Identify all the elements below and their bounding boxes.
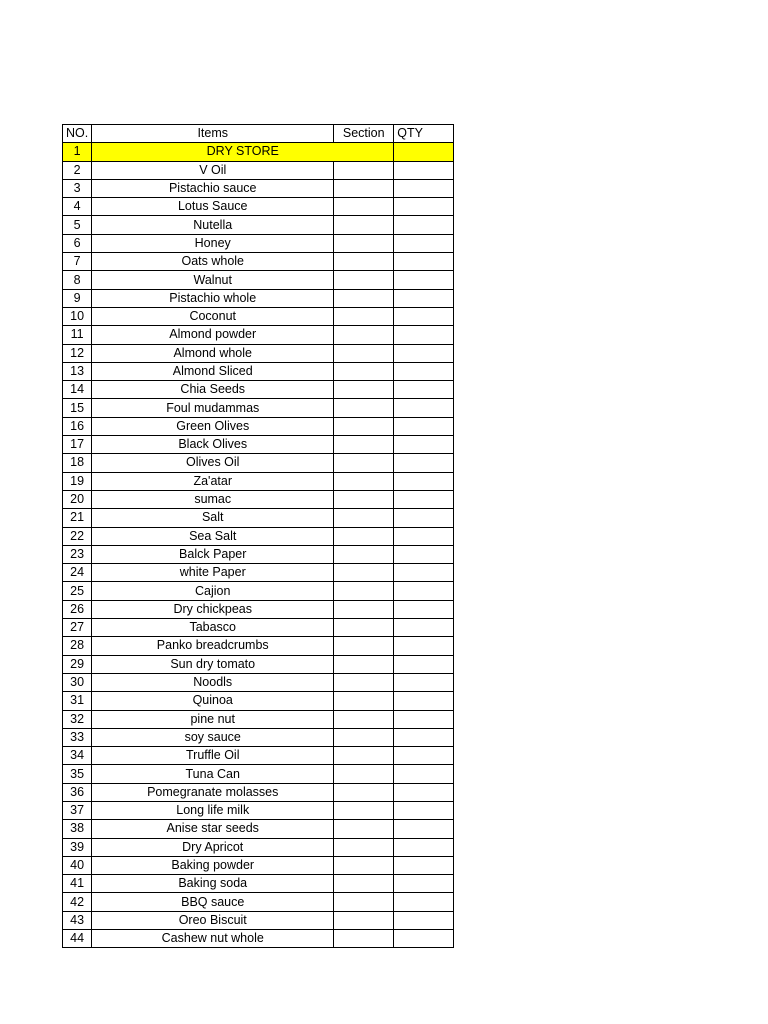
item-name-cell[interactable]: soy sauce bbox=[92, 728, 334, 746]
section-cell[interactable] bbox=[334, 692, 394, 710]
row-number-cell[interactable]: 33 bbox=[63, 728, 92, 746]
item-name-cell[interactable]: Truffle Oil bbox=[92, 747, 334, 765]
section-cell[interactable] bbox=[334, 582, 394, 600]
section-cell[interactable] bbox=[334, 564, 394, 582]
table-row bbox=[63, 692, 454, 710]
table-row bbox=[63, 289, 454, 307]
table-row bbox=[63, 271, 454, 289]
item-name-cell[interactable]: Quinoa bbox=[92, 692, 334, 710]
table-row bbox=[63, 381, 454, 399]
table-row bbox=[63, 198, 454, 216]
section-cell[interactable] bbox=[334, 545, 394, 563]
row-number-cell[interactable]: 39 bbox=[63, 838, 92, 856]
item-name-cell[interactable]: Cajion bbox=[92, 582, 334, 600]
table-row bbox=[63, 179, 454, 197]
section-no[interactable]: 1 bbox=[63, 143, 92, 161]
qty-cell[interactable] bbox=[394, 234, 454, 252]
inventory-table bbox=[62, 124, 454, 948]
table-row bbox=[63, 838, 454, 856]
qty-cell[interactable] bbox=[394, 600, 454, 618]
item-name-cell[interactable]: sumac bbox=[92, 490, 334, 508]
table-row bbox=[63, 801, 454, 819]
row-number-cell[interactable]: 26 bbox=[63, 600, 92, 618]
item-name-cell[interactable]: Cashew nut whole bbox=[92, 930, 334, 948]
section-cell[interactable] bbox=[334, 820, 394, 838]
table-row bbox=[63, 307, 454, 325]
qty-cell[interactable] bbox=[394, 911, 454, 929]
item-name-cell[interactable]: Baking powder bbox=[92, 856, 334, 874]
section-cell[interactable] bbox=[334, 930, 394, 948]
section-cell[interactable] bbox=[334, 436, 394, 454]
item-name-cell[interactable]: white Paper bbox=[92, 564, 334, 582]
qty-cell[interactable] bbox=[394, 509, 454, 527]
table-row bbox=[63, 436, 454, 454]
section-cell[interactable] bbox=[334, 198, 394, 216]
qty-cell[interactable] bbox=[394, 930, 454, 948]
table-row bbox=[63, 710, 454, 728]
section-cell[interactable] bbox=[334, 911, 394, 929]
qty-cell[interactable] bbox=[394, 527, 454, 545]
table-row bbox=[63, 582, 454, 600]
table-row bbox=[63, 728, 454, 746]
qty-cell[interactable] bbox=[394, 801, 454, 819]
qty-cell[interactable] bbox=[394, 673, 454, 691]
section-cell[interactable] bbox=[334, 747, 394, 765]
qty-cell[interactable] bbox=[394, 728, 454, 746]
section-cell[interactable] bbox=[334, 307, 394, 325]
row-number-cell[interactable]: 19 bbox=[63, 472, 92, 490]
qty-cell[interactable] bbox=[394, 271, 454, 289]
table-row bbox=[63, 747, 454, 765]
item-name-cell[interactable]: Almond powder bbox=[92, 326, 334, 344]
qty-cell[interactable] bbox=[394, 161, 454, 179]
section-cell[interactable] bbox=[334, 783, 394, 801]
header-qty[interactable]: QTY bbox=[394, 125, 454, 143]
section-cell[interactable] bbox=[334, 765, 394, 783]
qty-cell[interactable] bbox=[394, 582, 454, 600]
row-number-cell[interactable]: 41 bbox=[63, 875, 92, 893]
section-cell[interactable] bbox=[334, 637, 394, 655]
qty-cell[interactable] bbox=[394, 655, 454, 673]
section-cell[interactable] bbox=[334, 875, 394, 893]
row-number-cell[interactable]: 20 bbox=[63, 490, 92, 508]
table-row bbox=[63, 216, 454, 234]
row-number-cell[interactable]: 24 bbox=[63, 564, 92, 582]
item-name-cell[interactable]: Almond whole bbox=[92, 344, 334, 362]
table-row bbox=[63, 326, 454, 344]
section-cell[interactable] bbox=[334, 216, 394, 234]
table-row bbox=[63, 765, 454, 783]
row-number-cell[interactable]: 23 bbox=[63, 545, 92, 563]
item-name-cell[interactable]: pine nut bbox=[92, 710, 334, 728]
row-number-cell[interactable]: 25 bbox=[63, 582, 92, 600]
qty-cell[interactable] bbox=[394, 454, 454, 472]
item-name-cell[interactable]: Honey bbox=[92, 234, 334, 252]
row-number-cell[interactable]: 11 bbox=[63, 326, 92, 344]
item-name-cell[interactable]: Panko breadcrumbs bbox=[92, 637, 334, 655]
section-cell[interactable] bbox=[334, 801, 394, 819]
qty-cell[interactable] bbox=[394, 856, 454, 874]
item-name-cell[interactable]: Balck Paper bbox=[92, 545, 334, 563]
row-number-cell[interactable]: 18 bbox=[63, 454, 92, 472]
item-name-cell[interactable]: Anise star seeds bbox=[92, 820, 334, 838]
section-cell[interactable] bbox=[334, 710, 394, 728]
item-name-cell[interactable]: BBQ sauce bbox=[92, 893, 334, 911]
qty-cell[interactable] bbox=[394, 436, 454, 454]
section-label[interactable]: DRY STORE bbox=[92, 143, 394, 161]
row-number-cell[interactable]: 37 bbox=[63, 801, 92, 819]
item-name-cell[interactable]: Long life milk bbox=[92, 801, 334, 819]
table-row bbox=[63, 619, 454, 637]
qty-cell[interactable] bbox=[394, 472, 454, 490]
qty-cell[interactable] bbox=[394, 198, 454, 216]
row-number-cell[interactable]: 28 bbox=[63, 637, 92, 655]
item-name-cell[interactable]: Lotus Sauce bbox=[92, 198, 334, 216]
item-name-cell[interactable]: Walnut bbox=[92, 271, 334, 289]
row-number-cell[interactable]: 21 bbox=[63, 509, 92, 527]
section-cell[interactable] bbox=[334, 417, 394, 435]
qty-cell[interactable] bbox=[394, 289, 454, 307]
table-row bbox=[63, 655, 454, 673]
row-number-cell[interactable]: 42 bbox=[63, 893, 92, 911]
table-row bbox=[63, 490, 454, 508]
qty-cell[interactable] bbox=[394, 179, 454, 197]
item-name-cell[interactable]: Sun dry tomato bbox=[92, 655, 334, 673]
row-number-cell[interactable]: 27 bbox=[63, 619, 92, 637]
item-name-cell[interactable]: Olives Oil bbox=[92, 454, 334, 472]
row-number-cell[interactable]: 38 bbox=[63, 820, 92, 838]
table-row bbox=[63, 856, 454, 874]
table-row bbox=[63, 875, 454, 893]
row-number-cell[interactable]: 16 bbox=[63, 417, 92, 435]
row-number-cell[interactable]: 2 bbox=[63, 161, 92, 179]
section-cell[interactable] bbox=[334, 234, 394, 252]
item-name-cell[interactable]: Sea Salt bbox=[92, 527, 334, 545]
row-number-cell[interactable]: 32 bbox=[63, 710, 92, 728]
qty-cell[interactable] bbox=[394, 399, 454, 417]
row-number-cell[interactable]: 5 bbox=[63, 216, 92, 234]
section-cell[interactable] bbox=[334, 619, 394, 637]
table-row bbox=[63, 911, 454, 929]
row-number-cell[interactable]: 40 bbox=[63, 856, 92, 874]
header-items[interactable]: Items bbox=[92, 125, 334, 143]
qty-cell[interactable] bbox=[394, 344, 454, 362]
section-cell[interactable] bbox=[334, 673, 394, 691]
qty-cell[interactable] bbox=[394, 765, 454, 783]
header-section[interactable]: Section bbox=[334, 125, 394, 143]
item-name-cell[interactable]: Noodls bbox=[92, 673, 334, 691]
qty-cell[interactable] bbox=[394, 747, 454, 765]
section-cell[interactable] bbox=[334, 600, 394, 618]
item-name-cell[interactable]: Foul mudammas bbox=[92, 399, 334, 417]
section-qty-cell[interactable] bbox=[394, 143, 454, 161]
section-cell[interactable] bbox=[334, 838, 394, 856]
section-cell[interactable] bbox=[334, 728, 394, 746]
table-row bbox=[63, 234, 454, 252]
row-number-cell[interactable]: 10 bbox=[63, 307, 92, 325]
table-row bbox=[63, 362, 454, 380]
row-number-cell[interactable]: 35 bbox=[63, 765, 92, 783]
qty-cell[interactable] bbox=[394, 362, 454, 380]
qty-cell[interactable] bbox=[394, 710, 454, 728]
table-row bbox=[63, 600, 454, 618]
section-cell[interactable] bbox=[334, 381, 394, 399]
item-name-cell[interactable]: Black Olives bbox=[92, 436, 334, 454]
item-name-cell[interactable]: Pomegranate molasses bbox=[92, 783, 334, 801]
row-number-cell[interactable]: 44 bbox=[63, 930, 92, 948]
section-cell[interactable] bbox=[334, 893, 394, 911]
qty-cell[interactable] bbox=[394, 326, 454, 344]
inventory-table-body bbox=[63, 125, 454, 948]
row-number-cell[interactable]: 15 bbox=[63, 399, 92, 417]
section-cell[interactable] bbox=[334, 472, 394, 490]
item-name-cell[interactable]: Almond Sliced bbox=[92, 362, 334, 380]
item-name-cell[interactable]: Nutella bbox=[92, 216, 334, 234]
section-cell[interactable] bbox=[334, 856, 394, 874]
table-row bbox=[63, 545, 454, 563]
row-number-cell[interactable]: 6 bbox=[63, 234, 92, 252]
qty-cell[interactable] bbox=[394, 564, 454, 582]
table-row bbox=[63, 527, 454, 545]
row-number-cell[interactable]: 17 bbox=[63, 436, 92, 454]
section-cell[interactable] bbox=[334, 490, 394, 508]
section-cell[interactable] bbox=[334, 179, 394, 197]
section-cell[interactable] bbox=[334, 253, 394, 271]
row-number-cell[interactable]: 43 bbox=[63, 911, 92, 929]
item-name-cell[interactable]: Baking soda bbox=[92, 875, 334, 893]
qty-cell[interactable] bbox=[394, 490, 454, 508]
table-row bbox=[63, 472, 454, 490]
item-name-cell[interactable]: Oreo Biscuit bbox=[92, 911, 334, 929]
section-cell[interactable] bbox=[334, 509, 394, 527]
table-row bbox=[63, 893, 454, 911]
section-cell[interactable] bbox=[334, 161, 394, 179]
section-cell[interactable] bbox=[334, 655, 394, 673]
row-number-cell[interactable]: 34 bbox=[63, 747, 92, 765]
table-row bbox=[63, 253, 454, 271]
item-name-cell[interactable]: Green Olives bbox=[92, 417, 334, 435]
qty-cell[interactable] bbox=[394, 820, 454, 838]
item-name-cell[interactable]: Dry chickpeas bbox=[92, 600, 334, 618]
table-row bbox=[63, 564, 454, 582]
row-number-cell[interactable]: 7 bbox=[63, 253, 92, 271]
qty-cell[interactable] bbox=[394, 893, 454, 911]
table-row bbox=[63, 930, 454, 948]
row-number-cell[interactable]: 22 bbox=[63, 527, 92, 545]
header-no[interactable]: NO. bbox=[63, 125, 92, 143]
row-number-cell[interactable]: 3 bbox=[63, 179, 92, 197]
item-name-cell[interactable]: Dry Apricot bbox=[92, 838, 334, 856]
qty-cell[interactable] bbox=[394, 417, 454, 435]
item-name-cell[interactable]: V Oil bbox=[92, 161, 334, 179]
table-row bbox=[63, 637, 454, 655]
row-number-cell[interactable]: 36 bbox=[63, 783, 92, 801]
qty-cell[interactable] bbox=[394, 637, 454, 655]
table-row bbox=[63, 820, 454, 838]
section-cell[interactable] bbox=[334, 362, 394, 380]
table-row bbox=[63, 673, 454, 691]
row-number-cell[interactable]: 9 bbox=[63, 289, 92, 307]
row-number-cell[interactable]: 4 bbox=[63, 198, 92, 216]
table-row bbox=[63, 344, 454, 362]
item-name-cell[interactable]: Salt bbox=[92, 509, 334, 527]
row-number-cell[interactable]: 29 bbox=[63, 655, 92, 673]
section-cell[interactable] bbox=[334, 326, 394, 344]
qty-cell[interactable] bbox=[394, 783, 454, 801]
qty-cell[interactable] bbox=[394, 381, 454, 399]
qty-cell[interactable] bbox=[394, 216, 454, 234]
row-number-cell[interactable]: 30 bbox=[63, 673, 92, 691]
item-name-cell[interactable]: Chia Seeds bbox=[92, 381, 334, 399]
qty-cell[interactable] bbox=[394, 875, 454, 893]
qty-cell[interactable] bbox=[394, 307, 454, 325]
qty-cell[interactable] bbox=[394, 253, 454, 271]
qty-cell[interactable] bbox=[394, 692, 454, 710]
table-row bbox=[63, 454, 454, 472]
item-name-cell[interactable]: Pistachio sauce bbox=[92, 179, 334, 197]
table-row bbox=[63, 509, 454, 527]
section-row-dry-store bbox=[63, 143, 454, 161]
section-cell[interactable] bbox=[334, 271, 394, 289]
table-row bbox=[63, 399, 454, 417]
item-name-cell[interactable]: Za'atar bbox=[92, 472, 334, 490]
section-cell[interactable] bbox=[334, 527, 394, 545]
qty-cell[interactable] bbox=[394, 838, 454, 856]
row-number-cell[interactable]: 31 bbox=[63, 692, 92, 710]
table-row bbox=[63, 783, 454, 801]
row-number-cell[interactable]: 12 bbox=[63, 344, 92, 362]
item-name-cell[interactable]: Tuna Can bbox=[92, 765, 334, 783]
row-number-cell[interactable]: 8 bbox=[63, 271, 92, 289]
qty-cell[interactable] bbox=[394, 545, 454, 563]
section-cell[interactable] bbox=[334, 289, 394, 307]
table-row bbox=[63, 417, 454, 435]
section-cell[interactable] bbox=[334, 399, 394, 417]
item-name-cell[interactable]: Oats whole bbox=[92, 253, 334, 271]
row-number-cell[interactable]: 13 bbox=[63, 362, 92, 380]
item-name-cell[interactable]: Pistachio whole bbox=[92, 289, 334, 307]
qty-cell[interactable] bbox=[394, 619, 454, 637]
section-cell[interactable] bbox=[334, 344, 394, 362]
item-name-cell[interactable]: Coconut bbox=[92, 307, 334, 325]
row-number-cell[interactable]: 14 bbox=[63, 381, 92, 399]
section-cell[interactable] bbox=[334, 454, 394, 472]
item-name-cell[interactable]: Tabasco bbox=[92, 619, 334, 637]
header-row bbox=[63, 125, 454, 143]
table-row bbox=[63, 161, 454, 179]
